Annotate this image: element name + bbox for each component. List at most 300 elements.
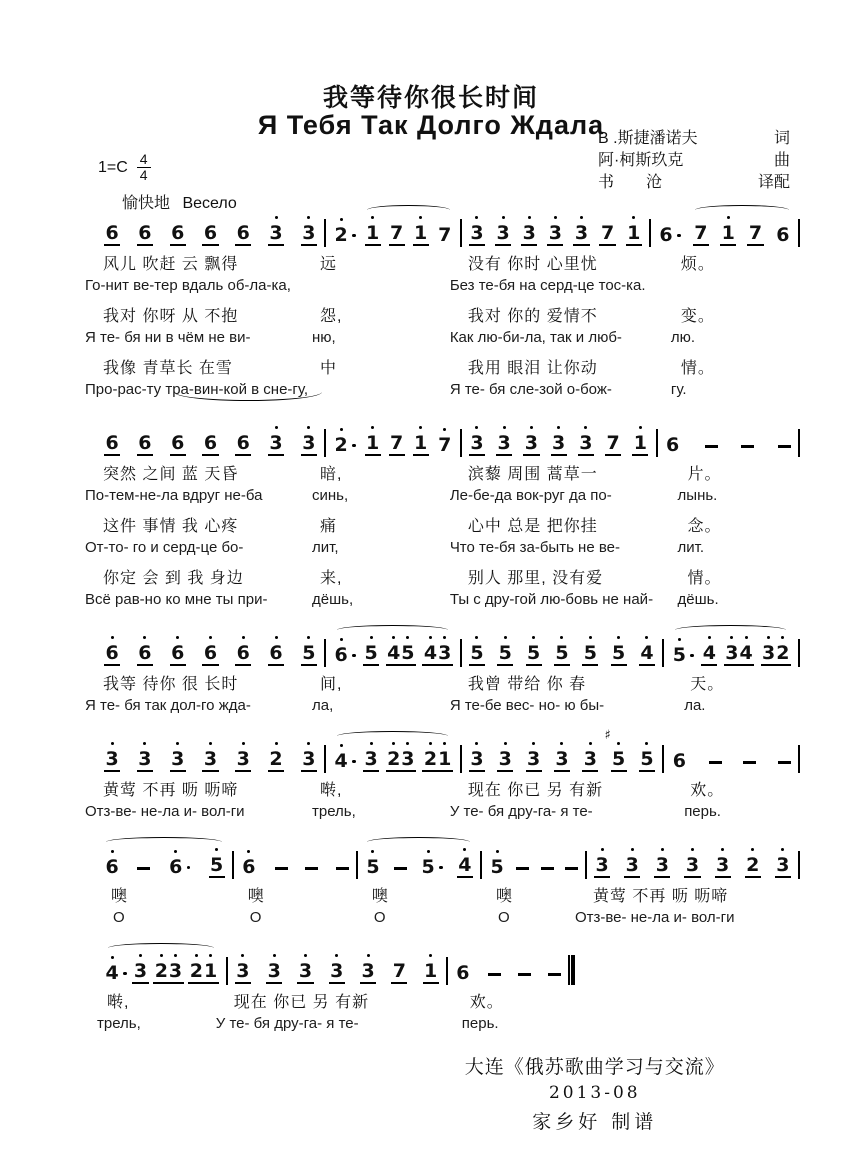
note-digit: 6 (203, 642, 218, 664)
note-token (268, 433, 284, 456)
note-token (469, 749, 485, 772)
note-digit: 3 (236, 748, 250, 770)
note-token (582, 749, 598, 772)
note-digit: 3 (470, 222, 484, 244)
note-digit: 5 (421, 856, 435, 878)
note-digit: 3 (496, 222, 510, 244)
note-token (495, 223, 511, 246)
note-digit: 4 (739, 642, 753, 664)
note-digits (132, 961, 148, 984)
note-digits (153, 961, 183, 984)
note-digits (170, 433, 186, 456)
note-token (599, 223, 615, 246)
note-token (671, 645, 695, 666)
dash-sustain-mark (488, 973, 501, 976)
lyric-segment: 噢 (495, 888, 513, 905)
note-token (778, 445, 791, 456)
dash-sustain-mark (778, 445, 791, 448)
lyric-segment: 来, (320, 570, 343, 587)
note-digit: 3 (138, 748, 152, 770)
lyric-row (85, 274, 800, 300)
lyric-row (85, 536, 800, 562)
note-digits (137, 223, 153, 246)
lyric-segment: Отз-ве- не-ла и- вол-ги (85, 803, 245, 820)
measure (664, 624, 798, 668)
note-digit: 3 (548, 222, 562, 244)
note-digit: 3 (498, 748, 512, 770)
note-token (469, 223, 485, 246)
note-digit: 1 (366, 432, 380, 454)
note-token (389, 223, 405, 246)
note-token (365, 433, 381, 456)
note-digits (168, 857, 192, 878)
key-and-time-signature (98, 152, 151, 183)
measure-row (97, 942, 575, 986)
note-digit: 5 (612, 642, 626, 664)
note-token (137, 749, 153, 772)
note-digits (413, 433, 429, 456)
dash-sustain-mark (743, 761, 756, 764)
lyric-row (97, 906, 800, 932)
augmentation-dot (352, 444, 356, 448)
lyric-segment: 变。 (680, 308, 715, 325)
measure (326, 414, 460, 458)
lyric-segment: 啭, (107, 994, 130, 1011)
augmentation-dot (439, 866, 443, 870)
note-digits (658, 225, 682, 246)
note-token (523, 433, 539, 456)
note-digit: 2 (189, 960, 203, 982)
note-digits (301, 223, 317, 246)
note-digit: 3 (401, 748, 415, 770)
measure (448, 942, 568, 986)
lyric-row (85, 326, 800, 352)
note-digits (526, 643, 542, 666)
note-token (578, 433, 594, 456)
note-digits (104, 749, 120, 772)
credits-block (598, 128, 790, 194)
note-digits (202, 223, 218, 246)
note-digits (671, 751, 687, 772)
note-digit: 5 (210, 854, 224, 876)
note-digits (423, 961, 439, 984)
note-digits (235, 223, 251, 246)
note-digit: 5 (490, 856, 504, 878)
measure-row (97, 204, 800, 248)
note-token (333, 225, 357, 246)
note-digit: 6 (659, 224, 673, 246)
lyric-segment: 天。 (690, 676, 725, 693)
note-token (336, 867, 349, 878)
note-token (541, 867, 554, 878)
note-token (605, 433, 621, 456)
note-token (301, 749, 317, 772)
note-digits (104, 963, 128, 984)
note-digits (489, 857, 505, 878)
note-token (775, 225, 791, 246)
note-digit: 6 (169, 856, 183, 878)
note-digit: 2 (387, 748, 401, 770)
note-digit: 5 (366, 856, 380, 878)
lyric-segment: лю. (670, 329, 696, 346)
note-token (518, 973, 531, 984)
note-digit: 3 (302, 748, 316, 770)
lyric-segment: Что те-бя за-быть не ве- (449, 539, 620, 556)
note-digits (188, 961, 218, 984)
measure (651, 204, 798, 248)
note-token (391, 961, 407, 984)
note-digits (775, 225, 791, 246)
note-digits (624, 855, 640, 878)
augmentation-dot (352, 760, 356, 764)
note-digits (720, 223, 736, 246)
note-token (394, 867, 407, 878)
lyric-segment: Как лю-би-ла, так и люб- (449, 329, 622, 346)
augmentation-dot (690, 654, 694, 658)
lyric-segment: 我用 眼泪 让你动 (467, 360, 598, 377)
note-token (137, 643, 153, 666)
song-title-russian: Я Тебя Так Долго Ждала (257, 110, 605, 140)
note-token (363, 749, 379, 772)
measure (462, 730, 662, 774)
note-digit: 2 (746, 854, 760, 876)
note-digits (497, 749, 513, 772)
music-system (97, 942, 800, 1038)
note-digit: 3 (302, 432, 316, 454)
note-digits (469, 223, 485, 246)
lyric-segment: перь. (461, 1015, 499, 1032)
lyric-segment: О (373, 909, 386, 926)
lyric-segment: 风儿 吹赶 云 飘得 (103, 256, 239, 273)
note-digits (582, 749, 598, 772)
note-token (363, 643, 379, 666)
augmentation-dot (187, 866, 191, 870)
note-digit: 6 (269, 642, 283, 664)
lyric-segment: Я те- бя так дол-го жда- (85, 697, 251, 714)
measure (97, 204, 324, 248)
note-digits (333, 645, 357, 666)
note-digits (268, 749, 284, 772)
measure (587, 836, 798, 880)
note-digits (701, 643, 717, 666)
slur (695, 205, 788, 215)
note-digit: 4 (702, 642, 716, 664)
lyric-segment: Отз-ве- не-ла и- вол-ги (574, 909, 735, 926)
note-digit: 6 (171, 642, 185, 664)
lyric-segment: 心中 总是 把你挂 (467, 518, 598, 535)
note-token (413, 433, 429, 456)
measure (462, 204, 649, 248)
note-token (611, 643, 627, 666)
note-digits (422, 749, 452, 772)
note-digit: 3 (105, 748, 119, 770)
measure (462, 624, 662, 668)
note-digits (235, 643, 251, 666)
note-digit: 4 (640, 642, 654, 664)
lyric-row (85, 588, 800, 614)
lyric-segment: 远 (320, 256, 338, 273)
dash-sustain-mark (709, 761, 722, 764)
measure (326, 204, 460, 248)
note-digits (301, 433, 317, 456)
note-digit: 3 (762, 642, 776, 664)
note-digits (391, 961, 407, 984)
note-digit: 4 (458, 854, 472, 876)
augmentation-dot (123, 972, 127, 976)
note-digits (469, 643, 485, 666)
lyric-segment: 现在 你已 另 有新 (233, 994, 370, 1011)
note-digits (329, 961, 345, 984)
lyric-segment: 情。 (680, 360, 715, 377)
note-token (724, 643, 754, 666)
note-digits (365, 223, 381, 246)
lyric-segment: перь. (684, 803, 721, 820)
note-token (488, 973, 501, 984)
note-digits (235, 961, 251, 984)
note-digits (104, 223, 120, 246)
note-token (104, 857, 120, 878)
note-digit: 6 (203, 432, 218, 454)
note-token (202, 433, 218, 456)
lyric-segment: 暗, (320, 466, 343, 483)
note-token (170, 643, 186, 666)
note-digits (665, 435, 681, 456)
note-digits (604, 728, 627, 772)
measure (462, 414, 656, 458)
note-digit: 3 (470, 748, 484, 770)
note-token (202, 223, 218, 246)
note-digit: 3 (269, 432, 283, 454)
lyric-segment: трель, (97, 1015, 141, 1032)
note-digits (523, 433, 539, 456)
note-digit: 6 (138, 432, 152, 454)
note-digit: 3 (655, 854, 669, 876)
note-token (469, 643, 485, 666)
note-digit: 4 (105, 962, 119, 984)
note-token (329, 961, 345, 984)
note-token (386, 749, 416, 772)
note-digits (455, 963, 471, 984)
note-token (422, 749, 452, 772)
note-digit: 3 (725, 642, 739, 664)
note-token (333, 645, 357, 666)
note-digit: 3 (552, 432, 566, 454)
note-token (104, 223, 120, 246)
note-digits (554, 643, 570, 666)
measure (664, 730, 798, 774)
note-digits (693, 223, 709, 246)
slur (367, 837, 470, 847)
lyric-segment: 黄莺 不再 呖 呖啼 (592, 888, 729, 905)
note-digit: 6 (236, 642, 250, 664)
note-token (705, 445, 718, 456)
note-token (275, 867, 288, 878)
measure-row (97, 624, 800, 668)
lyric-segment: У те- бя дру-га- я те- (215, 1015, 359, 1032)
time-signature-numerator: 4 (137, 152, 151, 168)
note-digit: 3 (522, 222, 536, 244)
note-token (497, 749, 513, 772)
note-digit: 5 (555, 642, 569, 664)
lyric-segment: 烦。 (680, 256, 715, 273)
note-digit: 1 (204, 960, 218, 982)
lyric-row (97, 880, 800, 906)
lyric-segment: 你定 会 到 我 身边 (103, 570, 244, 587)
note-digits (389, 433, 405, 456)
note-token (422, 643, 452, 666)
note-token (437, 225, 453, 246)
note-token (235, 749, 251, 772)
note-digit: 7 (748, 222, 763, 244)
lyric-segment: лит. (677, 539, 705, 556)
note-digits (457, 855, 473, 878)
note-token (526, 643, 542, 666)
note-token (386, 643, 416, 666)
note-token (268, 643, 284, 666)
note-digits (724, 643, 754, 666)
note-token (333, 435, 357, 456)
note-digits (297, 961, 313, 984)
lyric-segment: О (497, 909, 510, 926)
note-token (745, 855, 761, 878)
note-token (654, 855, 670, 878)
note-token (301, 223, 317, 246)
lyric-segment: 噢 (111, 888, 129, 905)
note-token (137, 867, 150, 878)
note-digit: 6 (105, 222, 119, 244)
lyric-segment: 我曾 带给 你 春 (467, 676, 587, 693)
note-token (437, 435, 453, 456)
slur (337, 625, 449, 635)
note-digit: 2 (776, 642, 790, 664)
note-digit: 5 (672, 644, 686, 666)
note-digits (671, 645, 695, 666)
note-token (153, 961, 183, 984)
note-digits (235, 749, 251, 772)
note-token (455, 963, 471, 984)
note-digits (573, 223, 589, 246)
note-digit: 6 (456, 962, 470, 984)
note-digits (554, 749, 570, 772)
note-digits (104, 433, 120, 456)
tempo-russian: Весело (182, 195, 237, 212)
note-digits (363, 749, 379, 772)
note-token (521, 223, 537, 246)
note-digits (594, 855, 610, 878)
lyric-row (97, 352, 800, 378)
note-digit: 3 (776, 854, 790, 876)
note-digit: 2 (154, 960, 168, 982)
note-token (266, 961, 282, 984)
lyric-segment: 别人 那里, 没有爱 (467, 570, 604, 587)
note-token (761, 643, 791, 666)
note-token (626, 223, 642, 246)
measure (482, 836, 585, 880)
lyric-segment: лит, (312, 539, 339, 556)
slur (106, 837, 222, 847)
note-digits (497, 643, 513, 666)
note-digit: 3 (168, 960, 183, 982)
music-system (85, 728, 800, 826)
note-digit: 6 (171, 432, 185, 454)
footer-date: 2013-08 (548, 1083, 641, 1103)
measure-row (97, 730, 800, 774)
note-digits (745, 855, 761, 878)
note-digits (301, 643, 317, 666)
score (85, 204, 800, 1038)
lyric-segment: Без те-бя на серд-це тос-ка. (449, 277, 646, 294)
note-token (565, 867, 578, 878)
note-digit: 5 (401, 642, 415, 664)
note-digit: 3 (133, 960, 148, 982)
lyric-segment: 滨藜 周围 蒿草一 (467, 466, 598, 483)
lyric-segment: 我对 你呀 从 不抱 (103, 308, 239, 325)
augmentation-dot (677, 234, 681, 238)
lyric-segment: Ле-бе-да вок-руг да по- (449, 487, 612, 504)
note-token (715, 855, 731, 878)
note-token (693, 223, 709, 246)
lyric-segment: Я те-бе вес- но- ю бы- (449, 697, 605, 714)
note-digit: 3 (203, 748, 218, 770)
note-digit: 3 (685, 854, 700, 876)
note-digits (301, 749, 317, 772)
note-digit: 6 (105, 432, 119, 454)
note-digit: 3 (555, 748, 569, 770)
note-token (775, 855, 791, 878)
lyric-segment: 没有 你时 心里忧 (467, 256, 598, 273)
note-digits (202, 433, 218, 456)
note-digit: 5 ♯ (604, 728, 626, 770)
note-digit: 6 (334, 644, 348, 666)
note-digits (495, 223, 511, 246)
note-token (684, 855, 700, 878)
time-signature-denominator: 4 (139, 167, 148, 183)
note-token (547, 223, 563, 246)
note-digits (496, 433, 512, 456)
note-digits (268, 643, 284, 666)
note-digits (420, 857, 444, 878)
lyric-row (85, 694, 800, 720)
note-token (301, 643, 317, 666)
note-digits (747, 223, 763, 246)
lyric-segment: 我等 待你 很 长时 (103, 676, 239, 693)
note-token (671, 751, 687, 772)
augmentation-dot (352, 654, 356, 658)
footer (448, 1052, 741, 1134)
dash-sustain-mark (516, 867, 529, 870)
measure-row (97, 414, 800, 458)
lyric-segment: 啭, (320, 782, 343, 799)
note-digit: 6 (203, 222, 218, 244)
note-token (360, 961, 376, 984)
note-digit: 3 (574, 222, 589, 244)
lyric-segment: По-тем-не-ла вдруг не-ба (85, 487, 263, 504)
lyric-row (97, 458, 800, 484)
note-digit: 3 (527, 748, 541, 770)
note-digit: 3 (330, 960, 344, 982)
note-digit: 6 (105, 856, 119, 878)
music-system (85, 414, 800, 614)
measure (234, 836, 356, 880)
note-digit: 5 (364, 642, 378, 664)
note-digits (268, 223, 284, 246)
dash-sustain-mark (705, 445, 718, 448)
note-token (516, 867, 529, 878)
note-token (423, 961, 439, 984)
note-digits (684, 855, 700, 878)
lyric-row (97, 1012, 800, 1038)
final-barline (568, 955, 575, 985)
